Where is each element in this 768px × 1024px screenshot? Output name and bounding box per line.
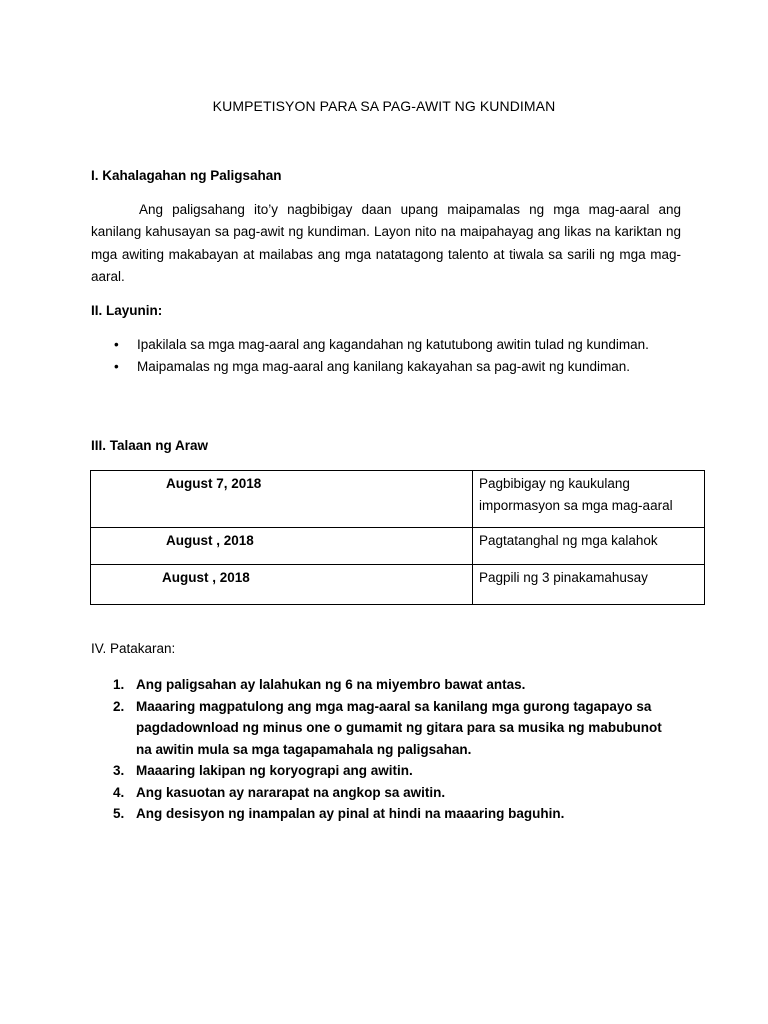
table-row <box>91 471 705 528</box>
table-cell-date: August 7, 2018 <box>91 471 473 528</box>
list-item-text: Maaaring lakipan ng koryograpi ang awitin. <box>136 763 413 778</box>
list-item-number: 4. <box>113 784 125 800</box>
list-item <box>91 674 681 696</box>
list-item-text: Maipamalas ng mga mag-aaral ang kanilang kakayahan sa pag-awit ng kundiman. <box>137 359 631 374</box>
schedule-table <box>90 470 705 605</box>
section-heading-talaan: III. Talaan ng Araw <box>91 438 209 453</box>
list-item-number: 1. <box>113 677 125 692</box>
section-paragraph-kahalagahan: Ang paligsahang ito’y nagbibigay daan upang maipamalas ng mga mag-aaral ang kanilang kahusayan sa pag-awit ng kundiman. Layon nito na maipahayag ang likas na kariktan ng mga awiting makabayan at mailabas ang mga natatagong talento at tiwala sa sarili ng mga mag-aaral. <box>91 202 681 284</box>
list-item <box>91 782 681 804</box>
list-item <box>91 356 649 378</box>
table-cell-date: August , 2018 <box>91 528 473 565</box>
list-item-text: Ang desisyon ng inampalan ay pinal at hindi na maaaring baguhin. <box>136 806 565 821</box>
list-item-text: Ang kasuotan ay nararapat na angkop sa awitin. <box>136 784 446 800</box>
list-item <box>91 696 681 761</box>
section-heading-patakaran: IV. Patakaran: <box>91 641 176 656</box>
list-item-number: 3. <box>113 763 125 778</box>
list-item-text: Ipakilala sa mga mag-aaral ang kagandahan ng katutubong awitin tulad ng kundiman. <box>137 337 649 352</box>
table-cell-activity: Pagbibigay ng kaukulang impormasyon sa mga mag-aaral <box>473 471 705 528</box>
section-heading-layunin: II. Layunin: <box>91 303 163 318</box>
patakaran-list <box>91 674 681 825</box>
layunin-list <box>91 334 649 378</box>
bullet-icon: • <box>114 337 119 352</box>
section-heading-kahalagahan: I. Kahalagahan ng Paligsahan <box>91 168 282 183</box>
list-item-number: 2. <box>113 698 125 714</box>
list-item <box>91 334 649 356</box>
document-title: KUMPETISYON PARA SA PAG-AWIT NG KUNDIMAN <box>212 98 556 114</box>
table-row <box>91 528 705 565</box>
table-row <box>91 565 705 605</box>
table-cell-date: August , 2018 <box>91 565 473 605</box>
list-item <box>91 803 681 825</box>
list-item-text: Maaaring magpatulong ang mga mag-aaral sa kanilang mga gurong tagapayo sa pagdadownload ng minus one o gumamit ng gitara para sa musika ng mabubunot na awitin mula sa mga tagapamahala ng paligsahan. <box>136 698 662 757</box>
list-item-text: Ang paligsahan ay lalahukan ng 6 na miyembro bawat antas. <box>136 677 526 692</box>
table-cell-activity: Pagtatanghal ng mga kalahok <box>473 528 705 565</box>
list-item-number: 5. <box>113 806 125 821</box>
bullet-icon: • <box>114 359 119 374</box>
table-cell-activity: Pagpili ng 3 pinakamahusay <box>473 565 705 605</box>
list-item <box>91 760 681 782</box>
